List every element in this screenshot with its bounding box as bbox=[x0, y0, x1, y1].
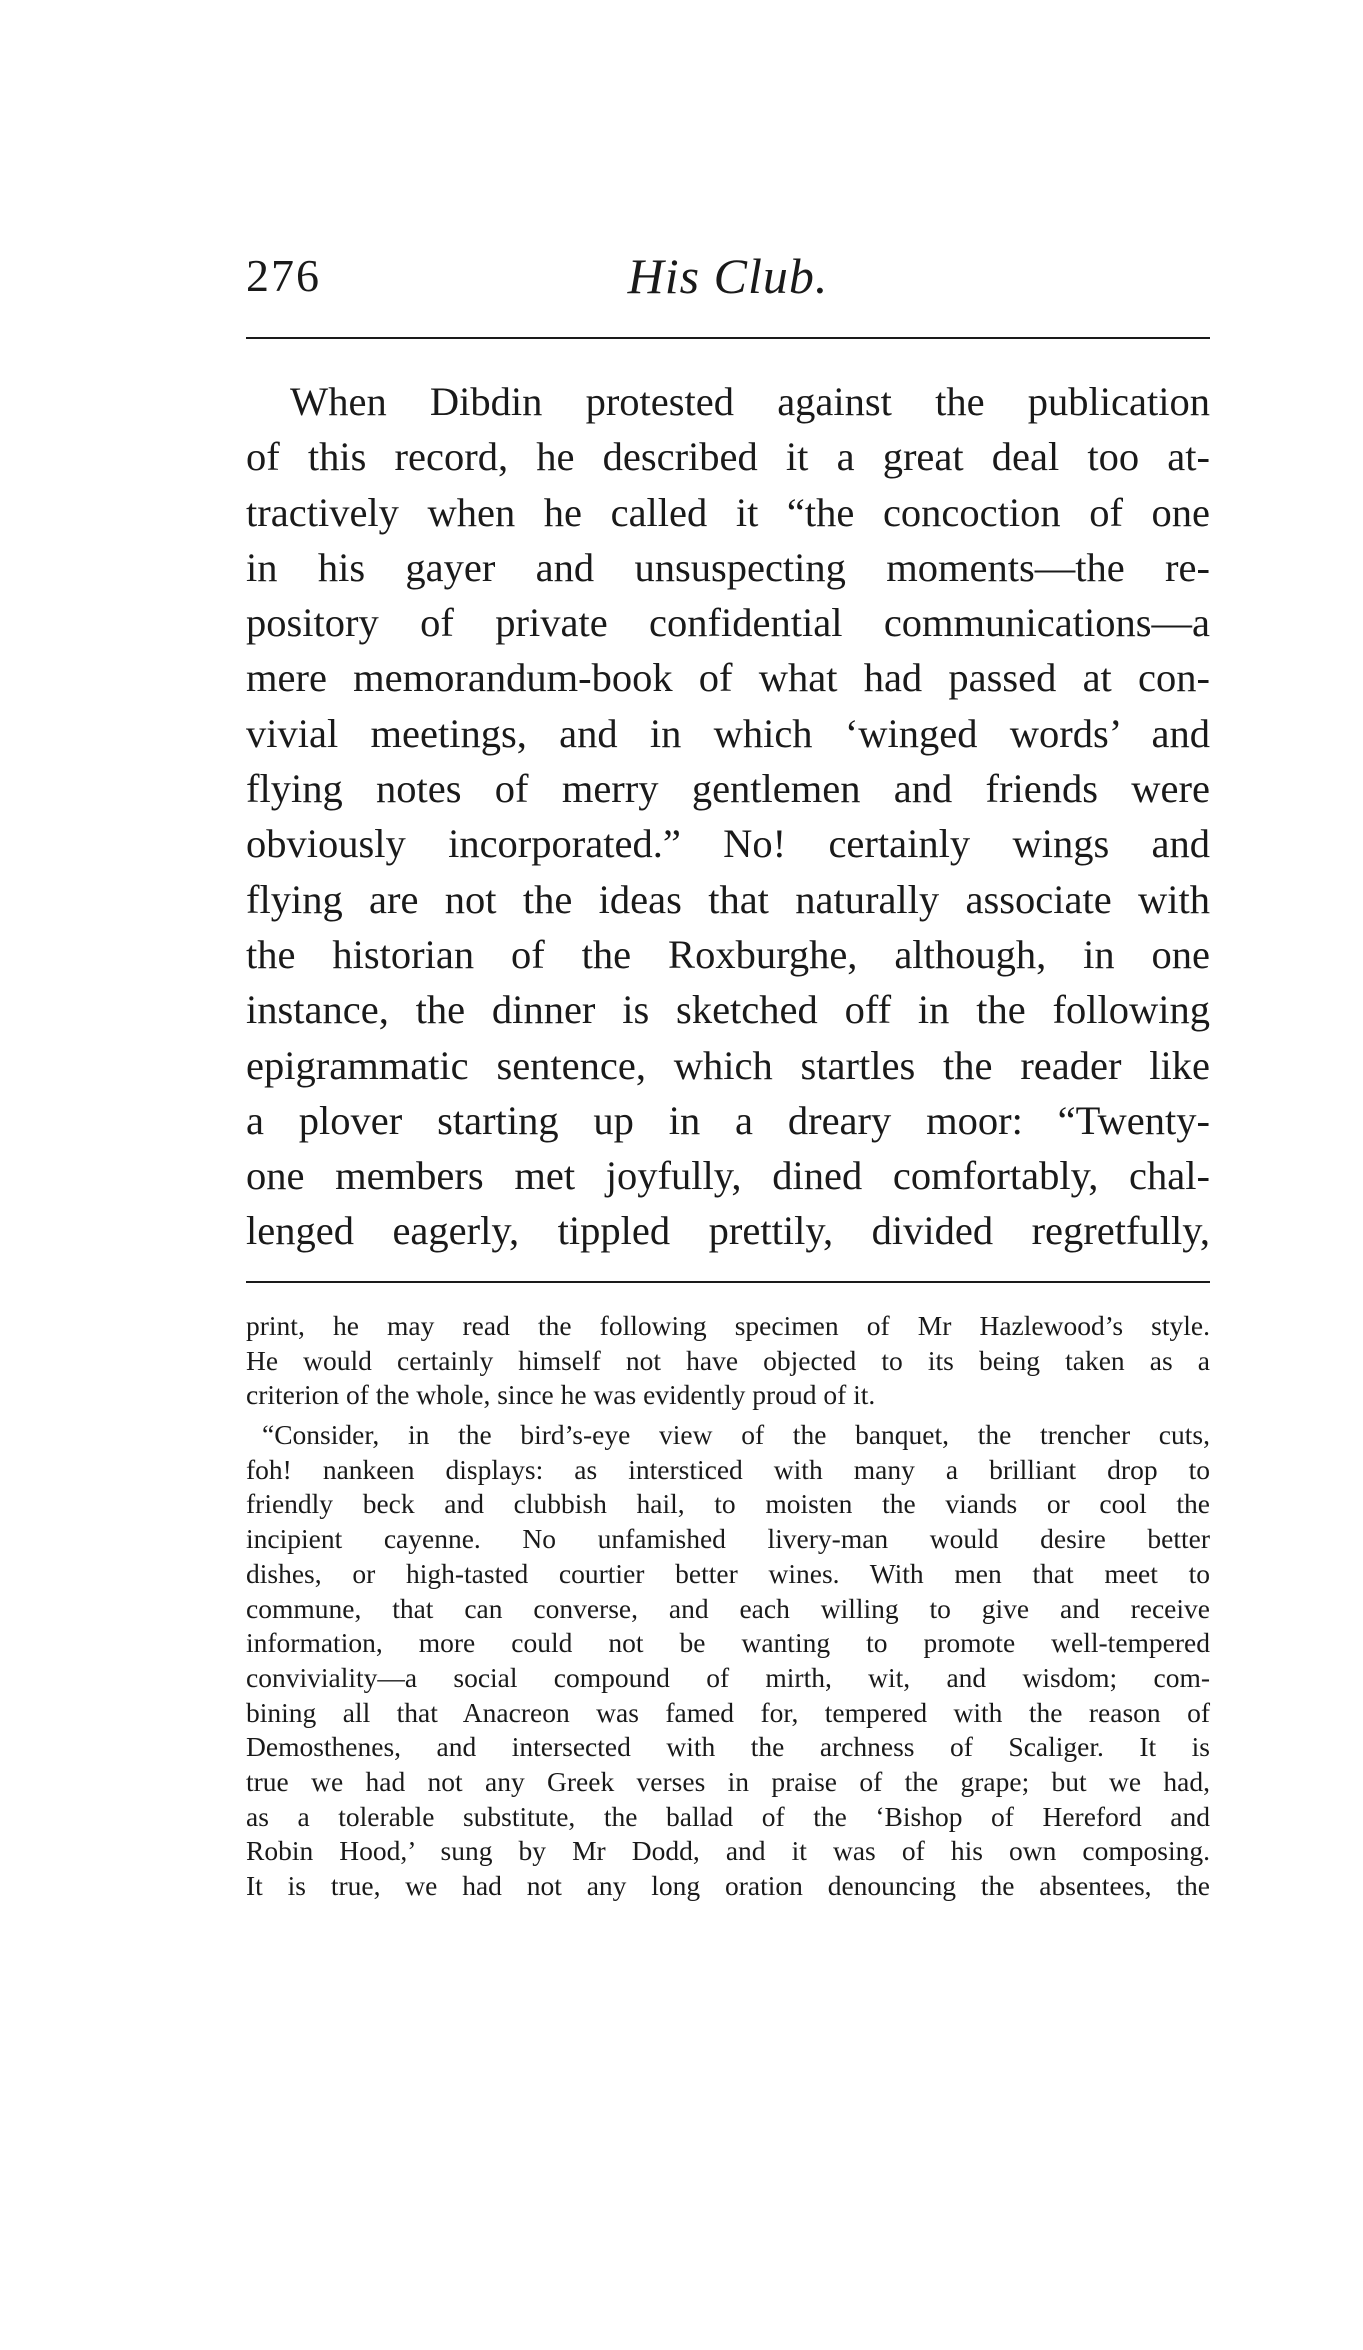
footnote-line: He would certainly himself not have objected to its being taken as a bbox=[246, 1344, 1210, 1376]
footnote-line: dishes, or high-tasted courtier better wines. With men that meet to bbox=[246, 1557, 1210, 1589]
main-text-line: vivial meetings, and in which ‘winged words’ and bbox=[246, 710, 1210, 756]
main-text-line: When Dibdin protested against the publication bbox=[290, 379, 1210, 424]
footnote-line: “Consider, in the bird’s-eye view of the banquet, the trencher cuts, bbox=[262, 1419, 1210, 1451]
main-text-line: pository of private confidential communications—a bbox=[246, 600, 1210, 646]
footnote-line: friendly beck and clubbish hail, to moisten the viands or cool the bbox=[246, 1488, 1210, 1520]
main-text-line: lenged eagerly, tippled prettily, divided regretfully, bbox=[246, 1208, 1210, 1254]
footnote-line: conviviality—a social compound of mirth, wit, and wisdom; com- bbox=[246, 1661, 1210, 1693]
footnote-line: true we had not any Greek verses in praise of the grape; but we had, bbox=[246, 1765, 1210, 1797]
footnote-line: Robin Hood,’ sung by Mr Dodd, and it was of his own composing. bbox=[246, 1835, 1210, 1867]
main-text-line: of this record, he described it a great deal too at- bbox=[246, 434, 1210, 480]
footnote bbox=[246, 1309, 1210, 1904]
main-text-line: obviously incorporated.” No! certainly wings and bbox=[246, 821, 1210, 867]
main-text-line: mere memorandum-book of what had passed at con- bbox=[246, 655, 1210, 701]
page-header bbox=[246, 246, 1210, 326]
main-text-line: a plover starting up in a dreary moor: “Twenty- bbox=[246, 1097, 1210, 1143]
footnote-rule bbox=[246, 1281, 1210, 1283]
main-text-line: tractively when he called it “the concoction of one bbox=[246, 489, 1210, 535]
footnote-line: commune, that can converse, and each willing to give and receive bbox=[246, 1592, 1210, 1624]
main-text-line: epigrammatic sentence, which startles the reader like bbox=[246, 1042, 1210, 1088]
footnote-line: print, he may read the following specimen of Mr Hazlewood’s style. bbox=[246, 1310, 1210, 1341]
footnote-line: It is true, we had not any long oration denouncing the absentees, the bbox=[246, 1870, 1210, 1901]
footnote-line: Demosthenes, and intersected with the archness of Scaliger. It is bbox=[246, 1731, 1210, 1763]
main-text-line: in his gayer and unsuspecting moments—the re- bbox=[246, 544, 1210, 590]
main-text-line: instance, the dinner is sketched off in the following bbox=[246, 987, 1210, 1033]
footnote-line: foh! nankeen displays: as intersticed with many a brilliant drop to bbox=[246, 1453, 1210, 1485]
footnote-line: bining all that Anacreon was famed for, tempered with the reason of bbox=[246, 1696, 1210, 1728]
main-text-line: flying notes of merry gentlemen and friends were bbox=[246, 766, 1210, 812]
main-text-line: one members met joyfully, dined comfortably, chal- bbox=[246, 1153, 1210, 1199]
main-text-line: the historian of the Roxburghe, although, in one bbox=[246, 931, 1210, 977]
running-title: His Club. bbox=[627, 248, 829, 304]
main-text bbox=[246, 374, 1210, 1259]
footnote-line: incipient cayenne. No unfamished livery-man would desire better bbox=[246, 1523, 1210, 1555]
header-rule bbox=[246, 337, 1210, 339]
footnote-line: criterion of the whole, since he was evidently proud of it. bbox=[246, 1379, 876, 1411]
footnote-line: as a tolerable substitute, the ballad of the ‘Bishop of Hereford and bbox=[246, 1800, 1210, 1832]
page-number: 276 bbox=[246, 250, 321, 301]
main-text-line: flying are not the ideas that naturally associate with bbox=[246, 876, 1210, 922]
footnote-line: information, more could not be wanting to promote well-tempered bbox=[246, 1627, 1210, 1659]
